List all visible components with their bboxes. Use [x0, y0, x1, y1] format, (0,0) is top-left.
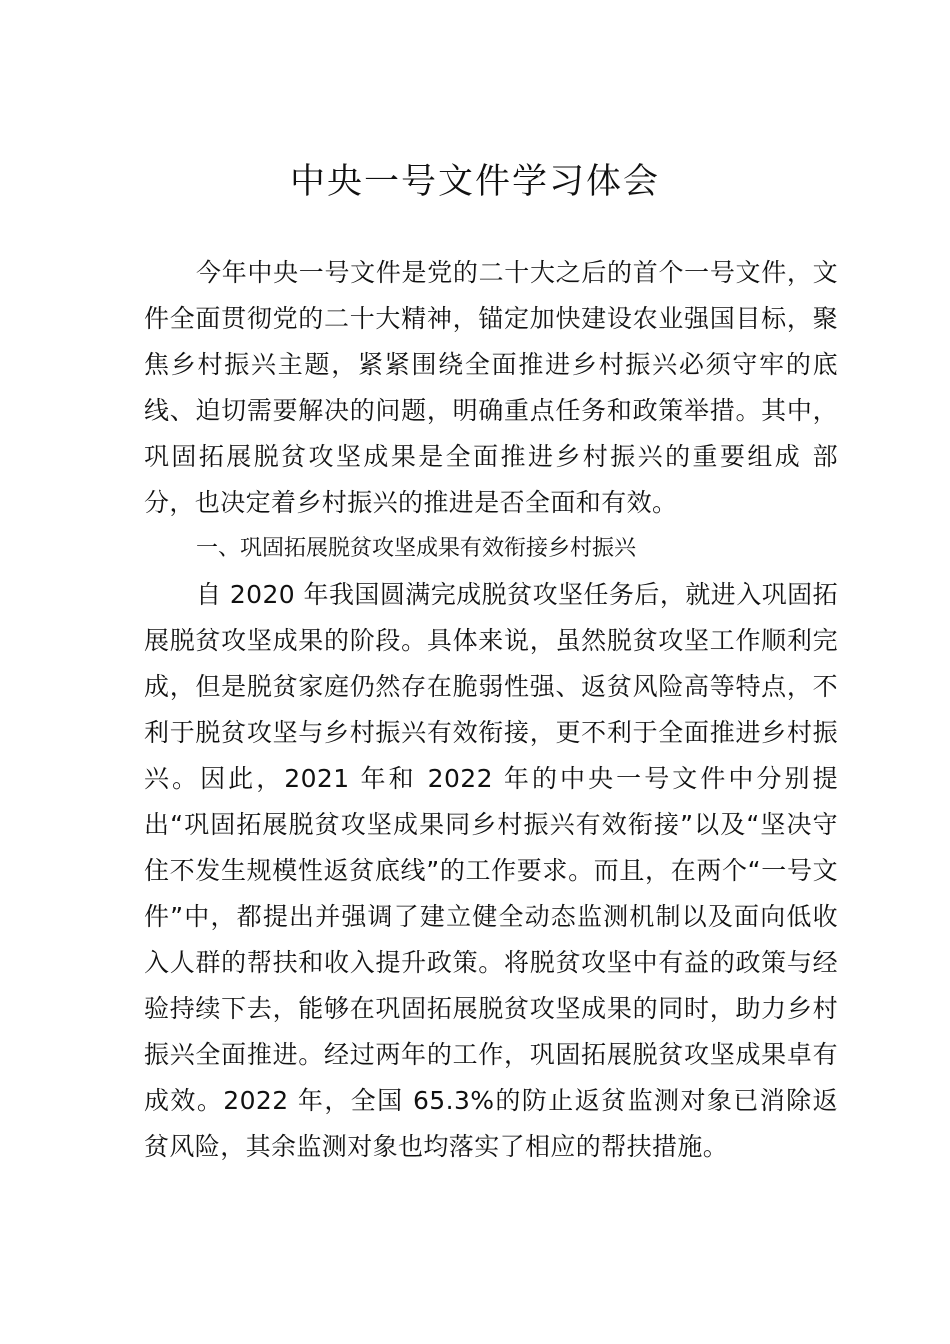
document-body — [144, 250, 838, 1170]
document-title: 中央一号文件学习体会 — [289, 162, 660, 202]
section-1-heading: 一、巩固拓展脱贫攻坚成果有效衔接乡村振兴 — [196, 536, 637, 561]
section-1-paragraph: 自 2020 年我国圆满完成脱贫攻坚任务后，就进入巩固拓展脱贫攻坚成果的阶段。具体来说，虽然脱贫攻坚工作顺利完成，但是脱贫家庭仍然存在脆弱性强、返贫风险高等特点，不利于脱贫攻坚与乡村振兴有效衔接，更不利于全面推进乡村振兴。因此，2021 年和 2022 年的中央一号文件中分别提出“巩固拓展脱贫攻坚成果同乡村振兴有效衔接”以及“坚决守住不发生规模性返贫底线”的工作要求。而且，在两个“一号文件”中，都提出并强调了建立健全动态监测机制以及面向低收入人群的帮扶和收入提升政策。将脱贫攻坚中有益的政策与经验持续下去，能够在巩固拓展脱贫攻坚成果的同时，助力乡村振兴全面推进。经过两年的工作，巩固拓展脱贫攻坚成果卓有成效。2022 年，全国 65.3%的防止返贫监测对象已消除返贫风险，其余监测对象也均落实了相应的帮扶措施。 — [144, 580, 838, 1161]
intro-paragraph: 今年中央一号文件是党的二十大之后的首个一号文件，文件全面贯彻党的二十大精神，锚定加快建设农业强国目标，聚焦乡村振兴主题，紧紧围绕全面推进乡村振兴必须守牢的底线、迫切需要解决的问题，明确重点任务和政策举措。其中，巩固拓展脱贫攻坚成果是全面推进乡村振兴的重要组成 部分，也决定着乡村振兴的推进是否全面和有效。 — [144, 258, 838, 517]
